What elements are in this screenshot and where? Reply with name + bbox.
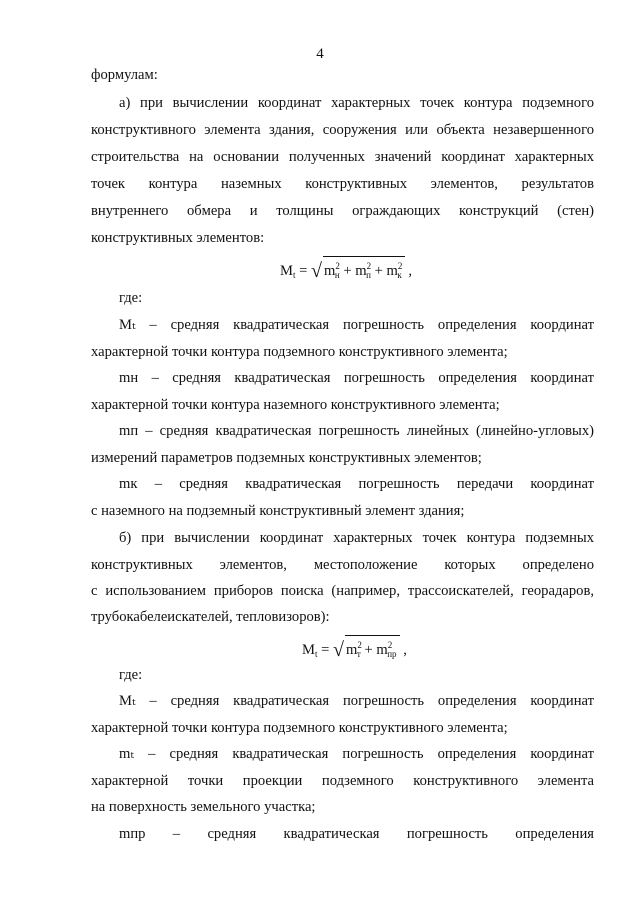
definition-line: характерной точки контура наземного конструктивного элемента; <box>91 397 500 413</box>
text-line: где: <box>119 290 143 306</box>
definition-line: mпр – средняя квадратическая погрешность определения <box>119 826 594 842</box>
text-line: формулам: <box>91 67 158 83</box>
text-line: точек контура наземных конструктивных элементов, результатов <box>91 176 594 192</box>
definition-line: mн – средняя квадратическая погрешность определения координат <box>119 370 594 386</box>
definition-line: на поверхность земельного участка; <box>91 799 316 815</box>
definition-line: Мₜ – средняя квадратическая погрешность определения координат <box>119 693 594 709</box>
text-line: конструктивного элемента здания, сооружения или объекта незавершенного <box>91 122 594 138</box>
definition-line: характерной точки контура подземного конструктивного элемента; <box>91 720 508 736</box>
definition-line: характерной точки проекции подземного конструктивного элемента <box>91 773 594 789</box>
definition-line: Мₜ – средняя квадратическая погрешность определения координат <box>119 317 594 333</box>
formula-1-lhs-sub: t <box>292 270 296 280</box>
text-line: б) при вычислении координат характерных точек контура подземных <box>119 530 594 546</box>
formula-1-lhs: M <box>280 263 293 279</box>
text-line: трубокабелеискателей, тепловизоров): <box>91 609 330 625</box>
formula-2-lhs-sub: t <box>314 649 318 659</box>
definition-line: mк – средняя квадратическая погрешность передачи координат <box>119 476 594 492</box>
formula-2: $M_t$ = √ $m^2_т + m^2_{пр}$ , <box>302 635 407 663</box>
definition-line: характерной точки контура подземного конструктивного элемента; <box>91 344 508 360</box>
formula-1: $M_t$ = √ $m^2_н + m^2_п + m^2_к$ , <box>280 256 412 284</box>
definition-line: mп – средняя квадратическая погрешность линейных (линейно-угловых) <box>119 423 594 439</box>
text-line: с использованием приборов поиска (например, трассоискателей, георадаров, <box>91 583 594 599</box>
text-line: где: <box>119 667 143 683</box>
formula-2-radicand: $m^2_т + m^2_{пр}$ <box>345 635 400 663</box>
text-line: а) при вычислении координат характерных точек контура подземного <box>119 95 594 111</box>
page-number: 4 <box>316 46 324 62</box>
definition-line: mₜ – средняя квадратическая погрешность определения координат <box>119 746 594 762</box>
definition-line: с наземного на подземный конструктивный элемент здания; <box>91 503 465 519</box>
definition-line: измерений параметров подземных конструктивных элементов; <box>91 450 482 466</box>
formula-1-radicand: $m^2_н + m^2_п + m^2_к$ <box>323 256 405 284</box>
text-line: строительства на основании полученных значений координат характерных <box>91 149 594 165</box>
text-line: конструктивных элементов, местоположение которых определено <box>91 557 594 573</box>
formula-2-lhs: M <box>302 642 315 658</box>
text-line: внутреннего обмера и толщины ограждающих конструкций (стен) <box>91 203 594 219</box>
text-line: конструктивных элементов: <box>91 230 265 246</box>
